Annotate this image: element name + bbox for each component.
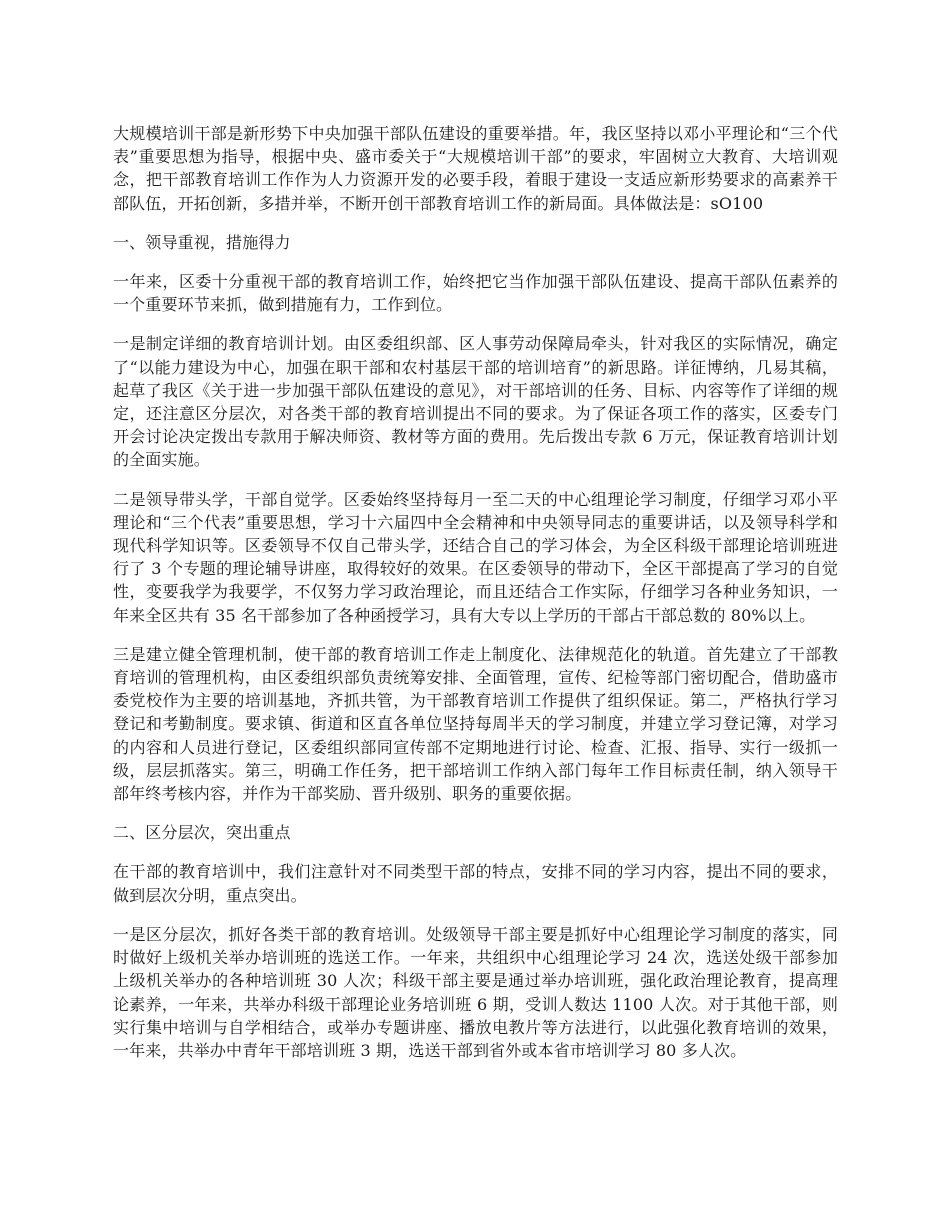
section-heading-1: 一、领导重视，措施得力 <box>113 232 291 252</box>
paragraph: 在干部的教育培训中，我们注意针对不同类型干部的特点，安排不同的学习内容，提出不同的要求，做到层次分明，重点突出。 <box>113 862 838 905</box>
paragraph: 一是制定详细的教育培训计划。由区委组织部、区人事劳动保障局牵头，针对我区的实际情况，确定了“以能力建设为中心，加强在职干部和农村基层干部的培训培育”的新思路。详征博纳，几易其稿，起草了我区《关于进一步加强干部队伍建设的意见》，对干部培训的任务、目标、内容等作了详细的规定，还注意区分层次，对各类干部的教育培训提出不同的要求。为了保证各项工作的落实，区委专门开会讨论决定拨出专款用于解决师资、教材等方面的费用。先后拨出专款 6 万元，保证教育培训计划的全面实施。 <box>113 334 838 470</box>
document-body <box>113 122 838 1078</box>
section-heading-2: 二、区分层次，突出重点 <box>113 823 291 843</box>
paragraph: 一是区分层次，抓好各类干部的教育培训。处级领导干部主要是抓好中心组理论学习制度的落实，同时做好上级机关举办培训班的选送工作。一年来，共组织中心组理论学习 24 次，选送处级干部参加上级机关举办的各种培训班 30 人次；科级干部主要是通过举办培训班，强化政治理论教育，提高理论素养，一年来，共举办科级干部理论业务培训班 6 期，受训人数达 1100 人次。对于其他干部，则实行集中培训与自学相结合，或举办专题讲座、播放电教片等方法进行，以此强化教育培训的效果，一年来，共举办中青年干部培训班 3 期，选送干部到省外或本省市培训学习 80 多人次。 <box>113 924 838 1060</box>
intro-paragraph: 大规模培训干部是新形势下中央加强干部队伍建设的重要举措。年，我区坚持以邓小平理论和“三个代表”重要思想为指导，根据中央、盛市委关于“大规模培训干部”的要求，牢固树立大教育、大培训观念，把干部教育培训工作作为人力资源开发的必要手段，着眼于建设一支适应新形势要求的高素养干部队伍，开拓创新，多措并举，不断开创干部教育培训工作的新局面。具体做法是：sO100 <box>113 124 838 213</box>
paragraph: 三是建立健全管理机制，使干部的教育培训工作走上制度化、法律规范化的轨道。首先建立了干部教育培训的管理机构，由区委组织部负责统筹安排、全面管理，宣传、纪检等部门密切配合，借助盛市委党校作为主要的培训基地，齐抓共管，为干部教育培训工作提供了组织保证。第二，严格执行学习登记和考勤制度。要求镇、街道和区直各单位坚持每周半天的学习制度，并建立学习登记簿，对学习的内容和人员进行登记，区委组织部同宣传部不定期地进行讨论、检查、汇报、指导、实行一级抓一级，层层抓落实。第三，明确工作任务，把干部培训工作纳入部门每年工作目标责任制，纳入领导干部年终考核内容，并作为干部奖励、晋升级别、职务的重要依据。 <box>113 644 838 804</box>
paragraph: 一年来，区委十分重视干部的教育培训工作，始终把它当作加强干部队伍建设、提高干部队伍素养的一个重要环节来抓，做到措施有力，工作到位。 <box>113 272 838 315</box>
paragraph: 二是领导带头学，干部自觉学。区委始终坚持每月一至二天的中心组理论学习制度，仔细学习邓小平理论和“三个代表”重要思想，学习十六届四中全会精神和中央领导同志的重要讲话，以及领导科学和现代科学知识等。区委领导不仅自己带头学，还结合自己的学习体会，为全区科级干部理论培训班进行了 3 个专题的理论辅导讲座，取得较好的效果。在区委领导的带动下，全区干部提高了学习的自觉性，变要我学为我要学，不仅努力学习政治理论，而且还结合工作实际，仔细学习各种业务知识，一年来全区共有 35 名干部参加了各种函授学习，具有大专以上学历的干部占干部总数的 80%以上。 <box>113 489 838 625</box>
